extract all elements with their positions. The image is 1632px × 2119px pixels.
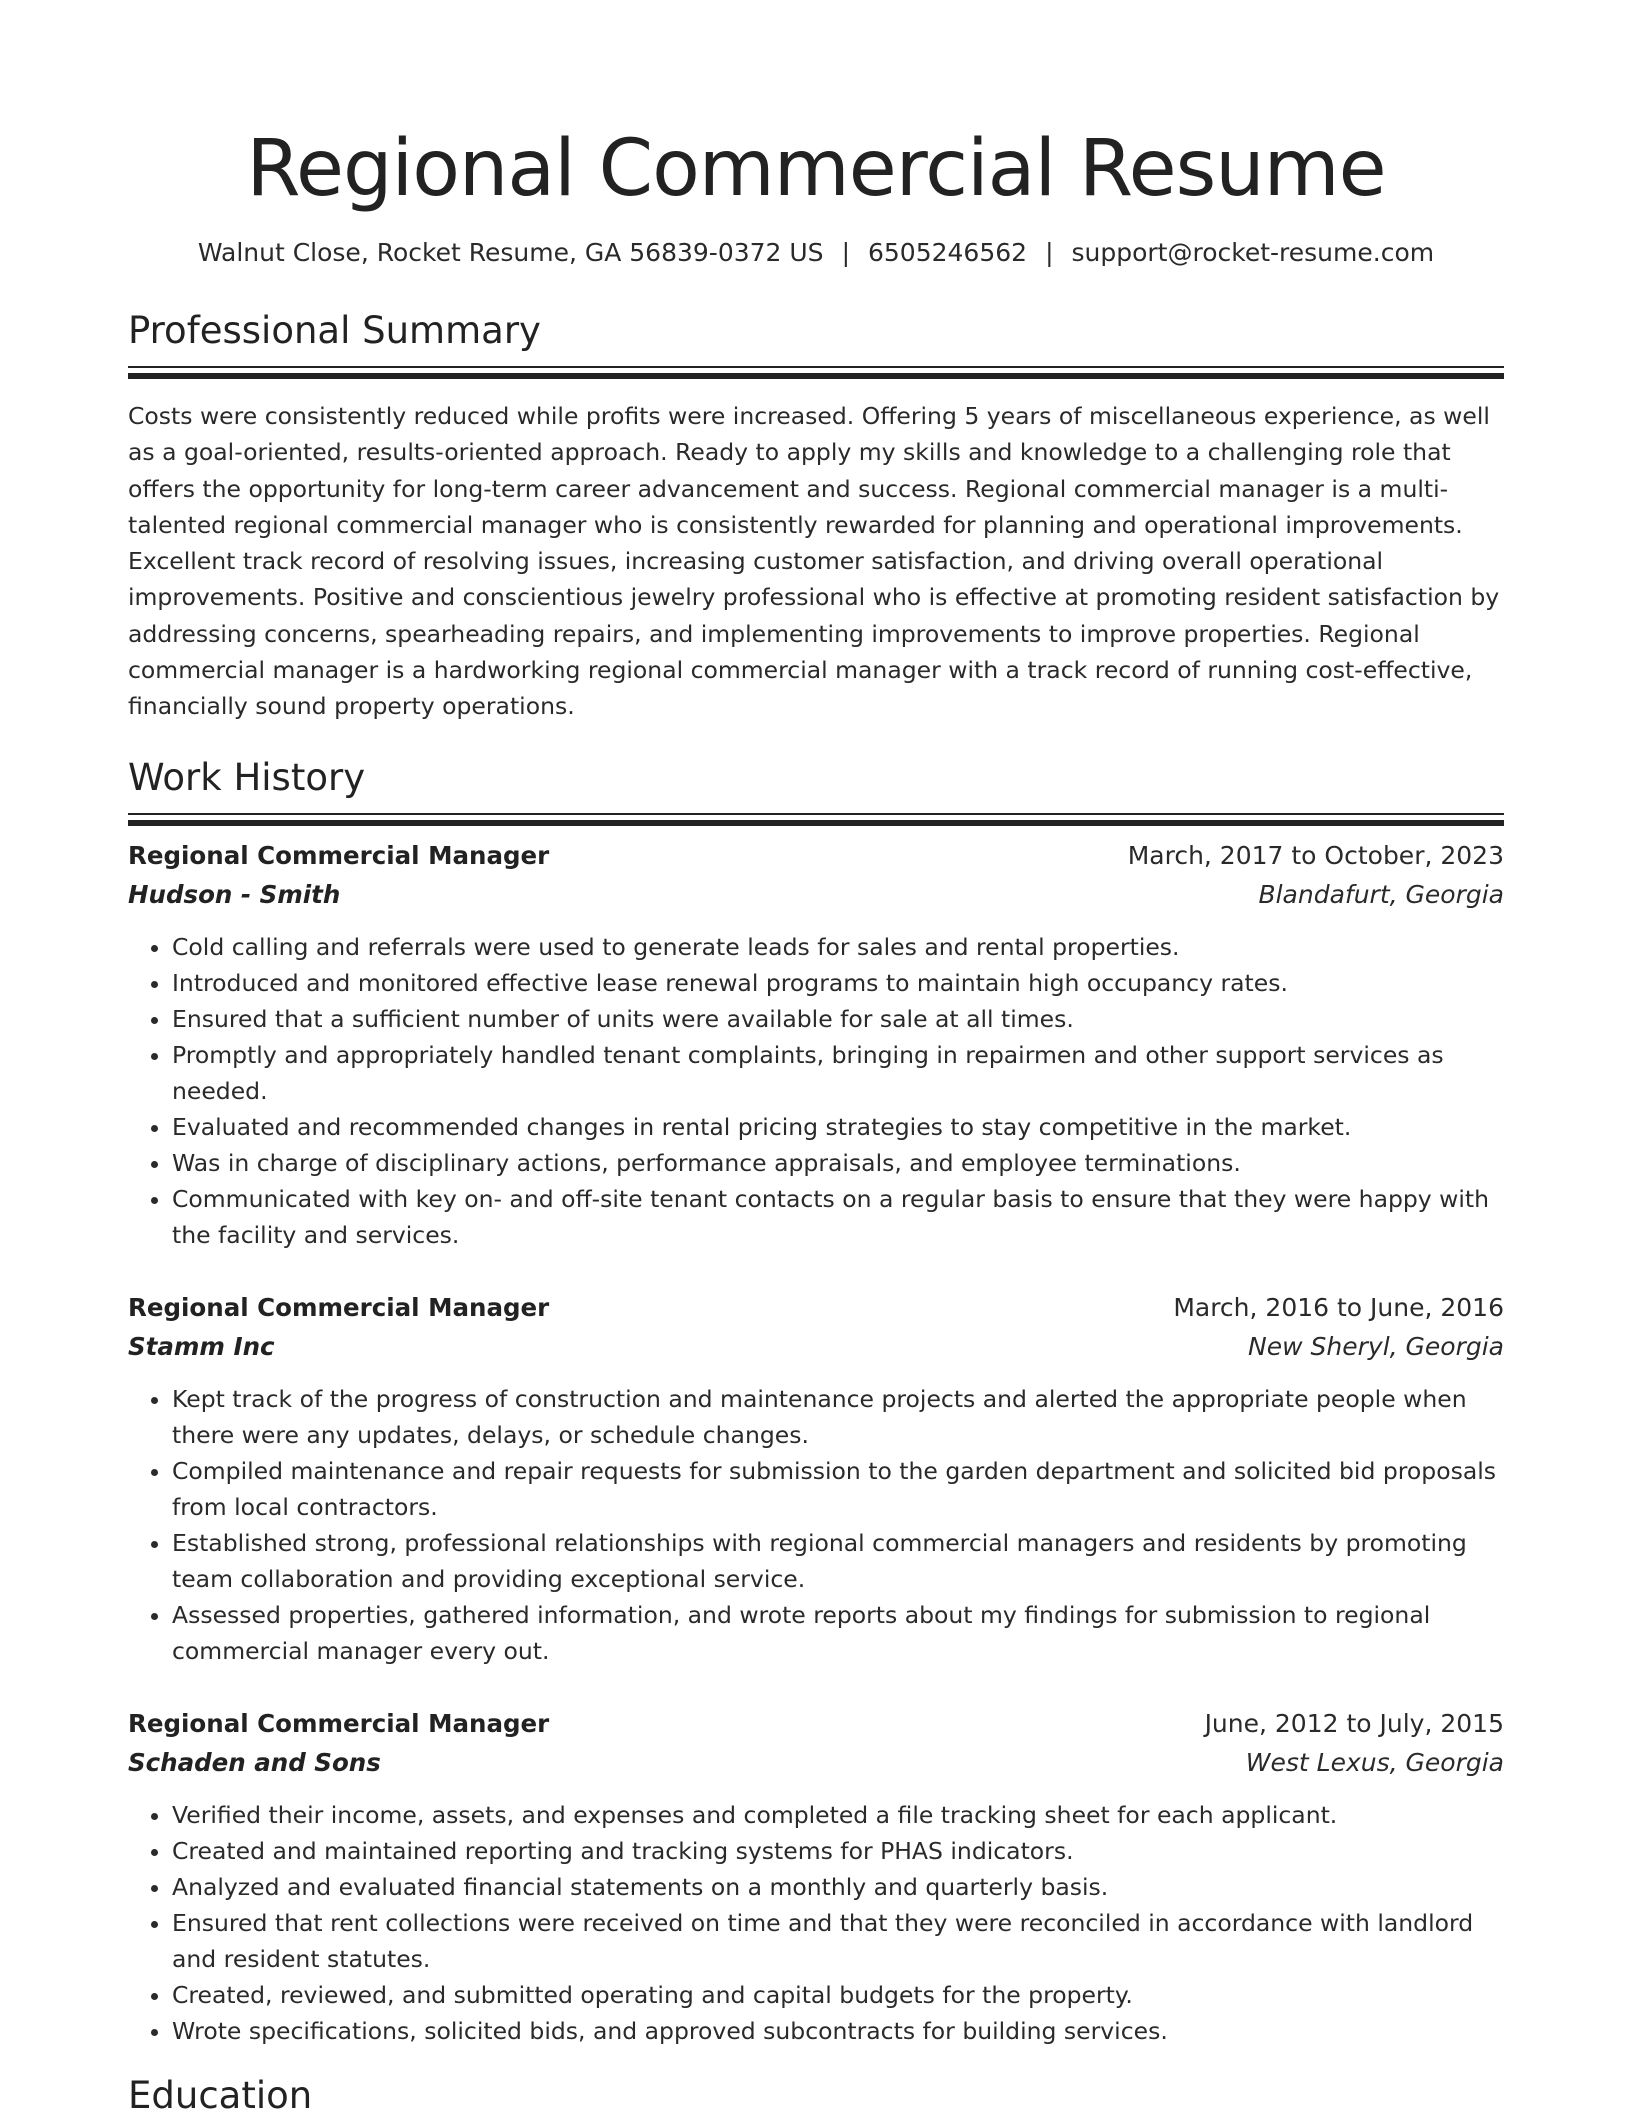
section-divider (128, 813, 1504, 815)
list-item: • Communicated with key on- and off-site tenant contacts on a regular basis to ensure that they were happy with the facility and services. (172, 1181, 1504, 1253)
list-item: • Promptly and appropriately handled tenant complaints, bringing in repairmen and other support services as needed. (172, 1037, 1504, 1109)
list-item: • Assessed properties, gathered information, and wrote reports about my findings for submission to regional commercial manager every out. (172, 1597, 1504, 1669)
job-company: Stamm Inc (128, 1331, 275, 1361)
list-item: • Created and maintained reporting and tracking systems for PHAS indicators. (172, 1833, 1504, 1869)
list-item: • Ensured that a sufficient number of units were available for sale at all times. (172, 1001, 1504, 1037)
job-dates: June, 2012 to July, 2015 (1204, 1708, 1504, 1738)
contact-separator: | (1045, 238, 1054, 267)
list-item: • Cold calling and referrals were used to generate leads for sales and rental properties. (172, 929, 1504, 965)
job-location: Blandafurt, Georgia (1258, 879, 1504, 909)
section-heading-summary: Professional Summary (128, 309, 541, 352)
job-duties-list (128, 1381, 1504, 1669)
job-title: Regional Commercial Manager (128, 840, 550, 870)
job-entry (128, 1289, 1504, 1669)
job-title: Regional Commercial Manager (128, 1708, 550, 1738)
list-item: • Analyzed and evaluated financial statements on a monthly and quarterly basis. (172, 1869, 1504, 1905)
list-item: • Compiled maintenance and repair requests for submission to the garden department and solicited bid proposals from local contractors. (172, 1453, 1504, 1525)
job-title: Regional Commercial Manager (128, 1292, 550, 1322)
contact-email: support@rocket-resume.com (1071, 238, 1435, 267)
section-heading-work: Work History (128, 755, 366, 799)
contact-address: Walnut Close, Rocket Resume, GA 56839-0372 US (197, 238, 824, 267)
job-company: Schaden and Sons (128, 1747, 381, 1777)
list-item: • Evaluated and recommended changes in rental pricing strategies to stay competitive in the market. (172, 1109, 1504, 1145)
contact-line (128, 236, 1504, 270)
list-item: • Created, reviewed, and submitted operating and capital budgets for the property. (172, 1977, 1504, 2013)
list-item: • Was in charge of disciplinary actions, performance appraisals, and employee terminations. (172, 1145, 1504, 1181)
list-item: • Introduced and monitored effective lease renewal programs to maintain high occupancy rates. (172, 965, 1504, 1001)
job-duties-list (128, 1797, 1504, 2049)
resume-page (128, 0, 1504, 2119)
job-dates: March, 2017 to October, 2023 (1127, 840, 1504, 870)
list-item: • Established strong, professional relationships with regional commercial managers and residents by promoting team collaboration and providing exceptional service. (172, 1525, 1504, 1597)
list-item: • Ensured that rent collections were received on time and that they were reconciled in accordance with landlord and resident statutes. (172, 1905, 1504, 1977)
list-item: • Wrote specifications, solicited bids, and approved subcontracts for building services. (172, 2013, 1504, 2049)
professional-summary-section (128, 308, 1504, 725)
job-duties-list (128, 929, 1504, 1253)
job-company: Hudson - Smith (128, 879, 341, 909)
section-heading-education: Education (128, 2073, 313, 2117)
summary-text: Costs were consistently reduced while profits were increased. Offering 5 years of miscellaneous experience, as well as a goal-oriented, results-oriented approach. Ready to apply my skills and knowledge to a challenging role that offers the opportunity for long-term career advancement and success. Regional commercial manager is a multi-talented regional commercial manager who is consistently rewarded for planning and operational improvements. Excellent track record of resolving issues, increasing customer satisfaction, and driving overall operational improvements. Positive and conscientious jewelry professional who is effective at promoting resident satisfaction by addressing concerns, spearheading repairs, and implementing improvements to improve properties. Regional commercial manager is a hardworking regional commercial manager with a track record of running cost-effective, financially sound property operations. (128, 402, 1500, 721)
job-entry (128, 1705, 1504, 2049)
work-history-section (128, 755, 1504, 2049)
list-item: • Verified their income, assets, and expenses and completed a file tracking sheet for each applicant. (172, 1797, 1504, 1833)
job-entry (128, 837, 1504, 1253)
resume-name: Regional Commercial Resume (246, 124, 1386, 214)
job-location: West Lexus, Georgia (1245, 1747, 1504, 1777)
contact-separator: | (841, 238, 850, 267)
contact-phone: 6505246562 (868, 238, 1028, 267)
section-divider (128, 366, 1504, 368)
job-dates: March, 2016 to June, 2016 (1173, 1292, 1504, 1322)
job-location: New Sheryl, Georgia (1248, 1331, 1504, 1361)
list-item: • Kept track of the progress of construction and maintenance projects and alerted the appropriate people when there were any updates, delays, or schedule changes. (172, 1381, 1504, 1453)
